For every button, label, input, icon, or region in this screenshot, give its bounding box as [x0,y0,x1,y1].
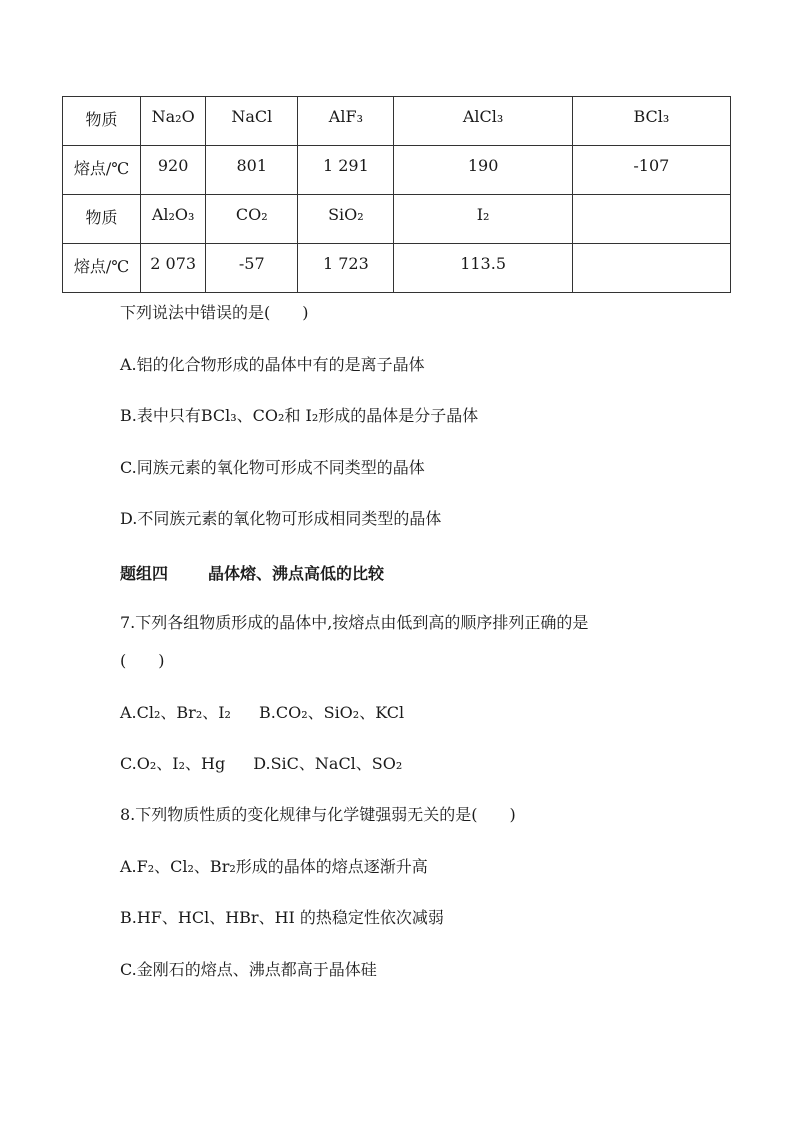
table-cell: 熔点/℃ [63,244,141,293]
table-cell: AlCl₃ [394,97,572,146]
question-7-options-ab [120,702,404,724]
question-6-stem: 下列说法中错误的是( ) [120,303,309,322]
table-cell: 1 723 [298,244,394,293]
melting-point-table [62,96,731,293]
table-cell: I₂ [394,195,572,244]
question-8-stem: 8.下列物质性质的变化规律与化学键强弱无关的是( ) [120,805,516,824]
table-cell: Al₂O₃ [141,195,206,244]
question-6-option-a: A.铝的化合物形成的晶体中有的是离子晶体 [120,355,425,374]
table-cell: BCl₃ [572,97,730,146]
table-cell: NaCl [206,97,298,146]
table-cell: 物质 [63,97,141,146]
question-7-option-c: C.O₂、I₂、Hg [120,754,226,773]
question-7-option-b: B.CO₂、SiO₂、KCl [258,703,405,722]
table-cell: -57 [206,244,298,293]
table-cell: CO₂ [206,195,298,244]
question-6-option-c: C.同族元素的氧化物可形成不同类型的晶体 [120,458,425,477]
question-7-paren: ( ) [120,651,165,670]
question-6-option-d: D.不同族元素的氧化物可形成相同类型的晶体 [120,509,442,528]
table-cell: 2 073 [141,244,206,293]
table-cell: 920 [141,146,206,195]
section-title: 晶体熔、沸点高低的比较 [208,564,385,583]
question-8-option-b: B.HF、HCl、HBr、HI 的热稳定性依次减弱 [120,908,444,927]
table-row [63,195,731,244]
question-6-option-b: B.表中只有BCl₃、CO₂和 I₂形成的晶体是分子晶体 [120,406,479,425]
question-8-option-c: C.金刚石的熔点、沸点都高于晶体硅 [120,960,377,979]
table-cell [572,244,730,293]
table-cell: 物质 [63,195,141,244]
question-7-option-d: D.SiC、NaCl、SO₂ [253,754,403,773]
table-cell: 1 291 [298,146,394,195]
table-cell: 801 [206,146,298,195]
question-8-option-a: A.F₂、Cl₂、Br₂形成的晶体的熔点逐渐升高 [120,857,428,876]
table-cell: Na₂O [141,97,206,146]
table-cell: 熔点/℃ [63,146,141,195]
table-row [63,244,731,293]
table-cell: -107 [572,146,730,195]
table-cell: 113.5 [394,244,572,293]
question-7-options-cd [120,753,402,775]
section-heading [120,561,384,584]
question-7-option-a: A.Cl₂、Br₂、I₂ [120,703,231,722]
question-7-stem: 7.下列各组物质形成的晶体中,按熔点由低到高的顺序排列正确的是 [120,613,589,632]
table-cell: 190 [394,146,572,195]
table-row [63,97,731,146]
table-cell: AlF₃ [298,97,394,146]
section-label: 题组四 [120,564,169,583]
table-cell: SiO₂ [298,195,394,244]
table-row [63,146,731,195]
table-cell [572,195,730,244]
